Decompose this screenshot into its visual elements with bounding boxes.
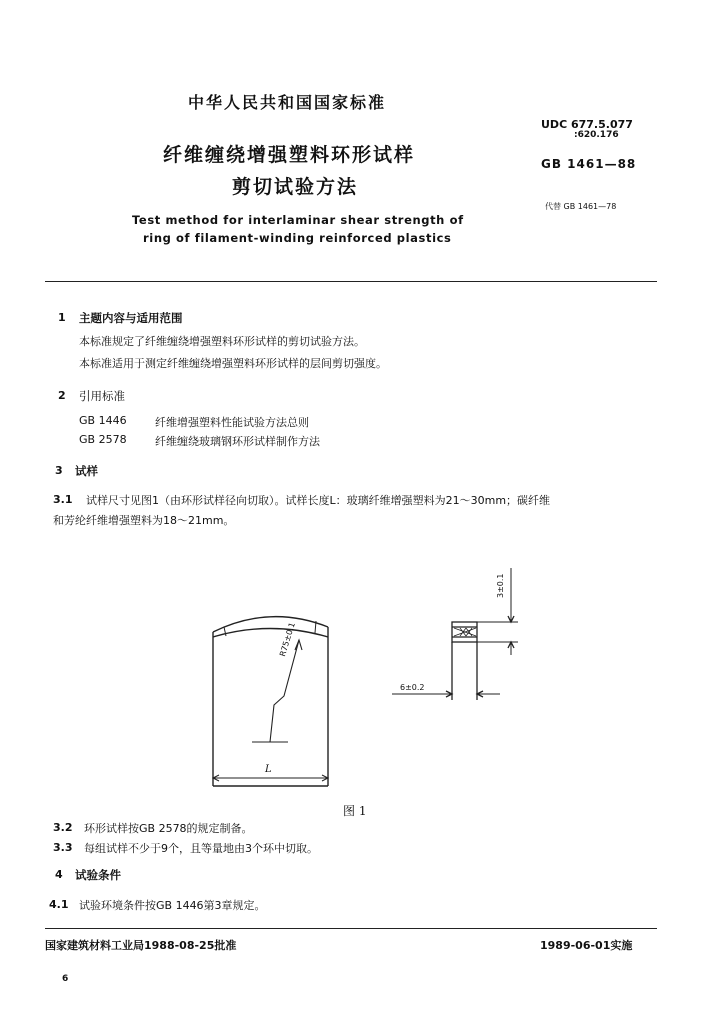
title-en-line1: Test method for interlaminar shear strength of: [132, 213, 464, 227]
udc-code: UDC 677.5.077: [541, 118, 633, 131]
footer-divider: [45, 928, 657, 929]
reference-1-code: GB 1446: [79, 414, 127, 427]
standard-number: GB 1461—88: [541, 157, 637, 171]
clause-3-3-text: 每组试样不少于9个，且等量地由3个环中切取。: [84, 842, 318, 855]
clause-3-2-text: 环形试样按GB 2578的规定制备。: [84, 822, 253, 835]
section-4-title: 试验条件: [75, 868, 121, 882]
section-2-number: 2: [58, 389, 66, 402]
section-1-number: 1: [58, 311, 66, 324]
section-4-number: 4: [55, 868, 63, 881]
replaces-note: 代替 GB 1461—78: [545, 202, 617, 211]
page-number: 6: [62, 974, 69, 984]
section-1-para-1: 本标准规定了纤维缠绕增强塑料环形试样的剪切试验方法。: [79, 335, 365, 348]
title-en-line2: ring of filament-winding reinforced plastics: [143, 231, 452, 245]
reference-2-title: 纤维缠绕玻璃钢环形试样制作方法: [155, 435, 320, 448]
length-dimension: [213, 775, 328, 781]
figure-1-caption: 图 1: [343, 804, 367, 818]
section-3-number: 3: [55, 464, 63, 477]
clause-4-1-number: 4.1: [49, 898, 69, 911]
clause-3-1-line-1: 试样尺寸见图1（由环形试样径向切取）。试样长度L：玻璃纤维增强塑料为21～30mm；碳纤维: [86, 494, 551, 507]
clause-3-1-number: 3.1: [53, 493, 73, 506]
title-cn-line2: 剪切试验方法: [232, 176, 359, 198]
udc-code-cont: :620.176: [574, 130, 619, 140]
title-cn-line1: 纤维缠绕增强塑料环形试样: [163, 144, 416, 166]
thickness-label: 3±0.1: [496, 573, 505, 598]
issuing-body: 中华人民共和国国家标准: [188, 93, 387, 112]
section-1-title: 主题内容与适用范围: [79, 311, 183, 325]
radius-label: R75±0.1: [278, 621, 297, 658]
section-3-title: 试样: [75, 464, 98, 478]
reference-2-code: GB 2578: [79, 433, 127, 446]
approval-date: 国家建筑材料工业局1988-08-25批准: [45, 939, 237, 952]
clause-3-1-line-2: 和芳纶纤维增强塑料为18～21mm。: [53, 514, 235, 527]
clause-3-2-number: 3.2: [53, 821, 73, 834]
length-label: L: [265, 764, 272, 775]
width-label: 6±0.2: [400, 683, 425, 692]
clause-4-1-text: 试验环境条件按GB 1446第3章规定。: [79, 899, 266, 912]
radius-dimension-line: [252, 640, 302, 742]
clause-3-3-number: 3.3: [53, 841, 73, 854]
effective-date: 1989-06-01实施: [540, 939, 633, 952]
section-2-title: 引用标准: [79, 389, 125, 403]
reference-1-title: 纤维增强塑料性能试验方法总则: [155, 416, 309, 429]
ring-segment-specimen: [213, 617, 328, 786]
section-1-para-2: 本标准适用于测定纤维缠绕增强塑料环形试样的层间剪切强度。: [79, 357, 387, 370]
